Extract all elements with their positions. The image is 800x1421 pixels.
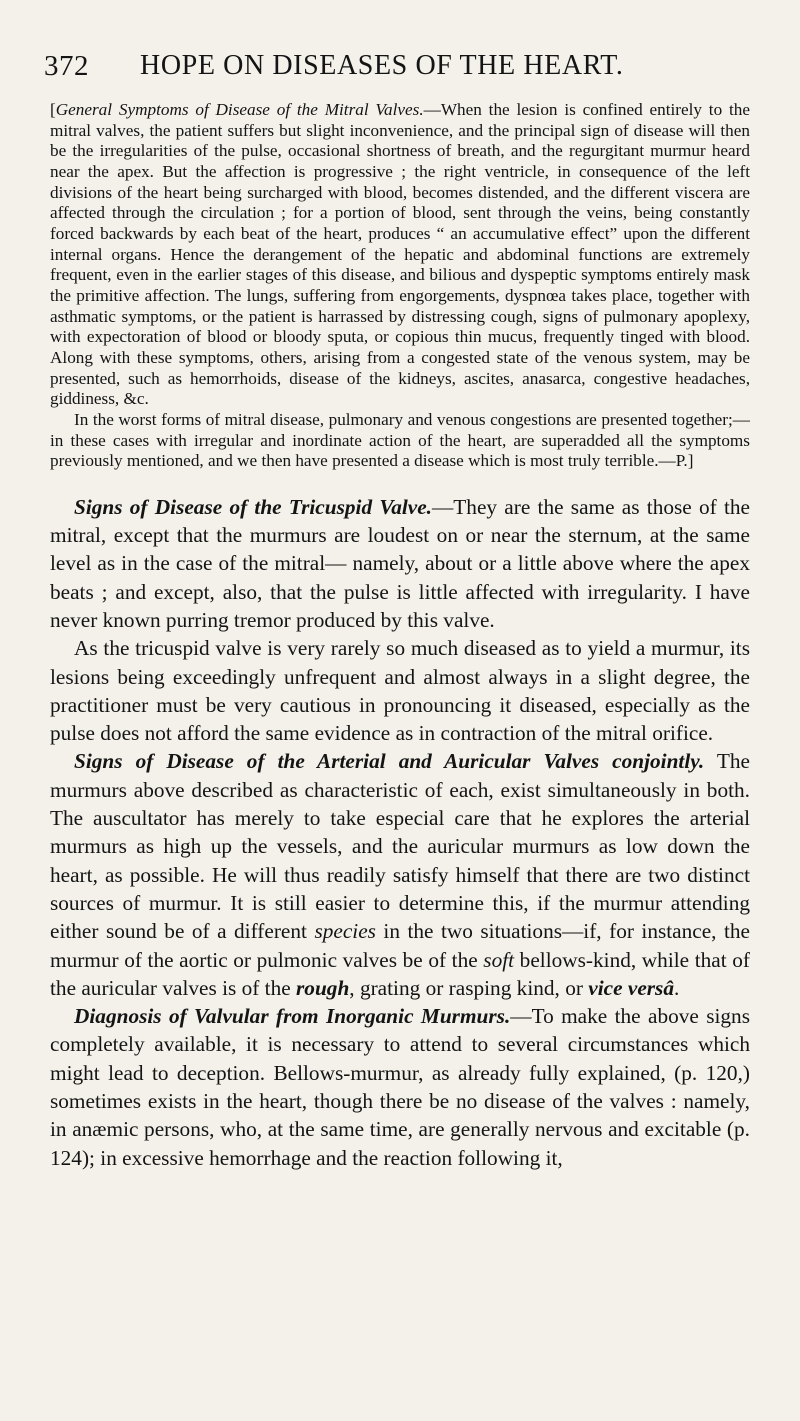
- editor-note-paragraph-2: [50, 410, 750, 472]
- note-body-2: In the worst forms of mitral disease, pulmonary and venous congestions are presented together;—in these cases with irregular and inordinate action of the heart, are superadded all the symptoms previously mentioned, and we then have presented a disease which is most truly terrible.—P.]: [50, 409, 750, 471]
- diagnosis-heading: Diagnosis of Valvular from Inorganic Murmurs.: [74, 1004, 511, 1029]
- tricuspid-text: —They are the same as those of the mitral, except that the murmurs are loudest on or near the sternum, at the same level as in the case of the mitral— namely, about or a little above where the apex beats ; and except, also, that the pulse is little affected with irregularity. I have never known purring tremor produced by this valve.: [50, 494, 750, 632]
- note-body: —When the lesion is confined entirely to the mitral valves, the patient suffers but slight inconvenience, and the principal sign of disease will then be the irregularities of the pulse, occasional shortness of breath, and the regurgitant murmur heard near the apex. But the affection is progressive ; the right ventricle, in consequence of the left divisions of the heart being surcharged with blood, becomes distended, and the different viscera are affected through the circulation ; for a portion of blood, sent through the veins, being constantly forced backwards by each beat of the heart, produces “ an accumulative effect” upon the different internal organs. Hence the derangement of the hepatic and abdominal functions are extremely frequent, even in the earlier stages of this disease, and bilious and dyspeptic symptoms entirely mask the primitive affection. The lungs, suffering from engorgements, dyspnœa takes place, together with asthmatic symptoms, or the patient is harrassed by distressing cough, signs of pulmonary apoplexy, with expectoration of blood or bloody sputa, or copious thin mucus, frequently tinged with blood. Along with these symptoms, others, arising from a congested state of the venous system, may be presented, such as hemorrhoids, disease of the kidneys, ascites, anasarca, congestive headaches, giddiness, &c.: [50, 100, 750, 409]
- page-number: 372: [44, 50, 89, 82]
- arterial-species: species: [314, 919, 376, 944]
- editor-note-paragraph: [50, 100, 750, 410]
- arterial-text-d: , grating or rasping kind, or: [349, 975, 589, 1000]
- arterial-text-e: .: [674, 975, 680, 1000]
- tricuspid-text-2: As the tricuspid valve is very rarely so much diseased as to yield a murmur, its lesions being exceedingly unfrequent and almost always in a slight degree, the practitioner must be very cautious in pronouncing it diseased, especially as the pulse does not afford the same evidence as in contraction of the mitral orifice.: [50, 636, 750, 746]
- arterial-text-b: in the two situations—if, for instance, the murmur of the aortic or pulmonic valves be of the: [50, 919, 751, 972]
- arterial-auricular-paragraph: [50, 747, 750, 1002]
- tricuspid-paragraph: [50, 493, 750, 634]
- note-heading: General Symptoms of Disease of the Mitral Valves.: [55, 100, 424, 119]
- arterial-soft: soft: [483, 947, 515, 972]
- note-open-bracket: [: [50, 100, 56, 119]
- diagnosis-paragraph: [50, 1002, 750, 1172]
- arterial-text-c: bellows-kind, while that of the auricular valves is of the: [50, 947, 750, 1000]
- arterial-auricular-heading: Signs of Disease of the Arterial and Auricular Valves conjointly.: [74, 749, 705, 774]
- page-body: [50, 100, 750, 1172]
- running-head: HOPE ON DISEASES OF THE HEART.: [140, 50, 624, 81]
- diagnosis-text: —To make the above signs completely available, it is necessary to attend to several circumstances which might lead to deception. Bellows-murmur, as already fully explained, (p. 120,) sometimes exists in the heart, though there be no disease of the valves : namely, in anæmic persons, who, at the same time, are generally nervous and excitable (p. 124); in excessive hemorrhage and the reaction following it,: [50, 1004, 750, 1170]
- arterial-text-a: The murmurs above described as characteristic of each, exist simultaneously in both. The auscultator has merely to take especial care that he explores the arterial murmurs as high up the vessels, and the auricular murmurs as low down the heart, as possible. He will thus readily satisfy himself that there are two distinct sources of murmur. It is still easier to determine this, if the murmur attending either sound be of a different: [50, 749, 750, 944]
- page-header: [44, 50, 744, 90]
- arterial-rough: rough: [296, 975, 350, 1000]
- tricuspid-paragraph-2: [50, 634, 750, 747]
- arterial-vice-versa: vice versâ: [588, 975, 674, 1000]
- tricuspid-heading: Signs of Disease of the Tricuspid Valve.: [74, 494, 432, 519]
